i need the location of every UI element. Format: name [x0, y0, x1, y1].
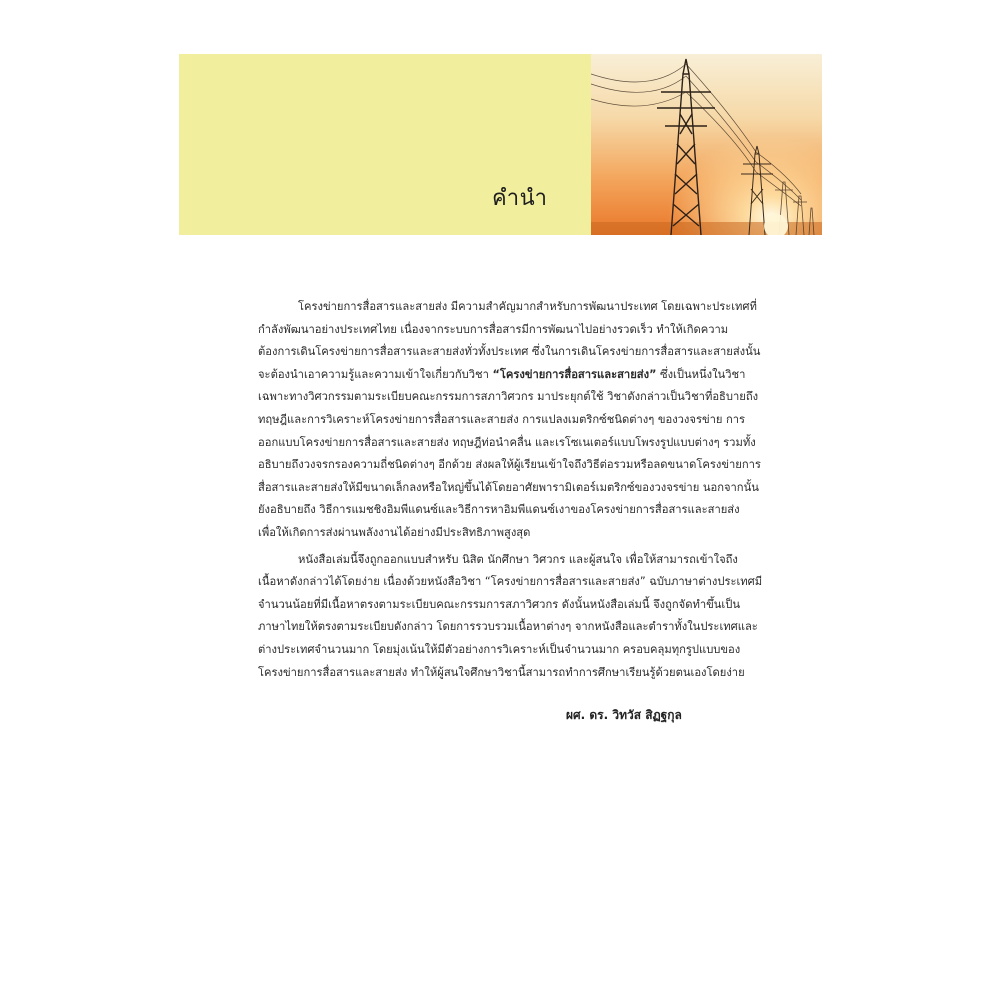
- text-line: ภาษาไทยให้ตรงตามระเบียบดังกล่าว โดยการรวบรวมเนื้อหาต่างๆ จากหนังสือและตำราทั้งในประเทศและ: [258, 620, 758, 634]
- paragraph-2: [258, 549, 766, 685]
- transmission-towers-image: [591, 54, 822, 235]
- transmission-towers-icon: [591, 54, 822, 235]
- text-line: ยังอธิบายถึง วิธีการแมชชิงอิมพีแดนซ์และวิธีการหาอิมพีแดนซ์เงาของโครงข่ายการสื่อสารและสายส่ง: [258, 503, 740, 517]
- text-line: ทฤษฎีและการวิเคราะห์โครงข่ายการสื่อสารและสายส่ง การแปลงเมตริกซ์ชนิดต่างๆ ของวงจรข่าย การ: [258, 412, 746, 426]
- text-line: เพื่อให้เกิดการส่งผ่านพลังงานได้อย่างมีประสิทธิภาพสูงสุด: [258, 525, 531, 539]
- text-line: ออกแบบโครงข่ายการสื่อสารและสายส่ง ทฤษฎีท่อนำคลื่น และเรโซเนเตอร์แบบโพรงรูปแบบต่างๆ รวมทั้ง: [258, 435, 756, 449]
- text-line: อธิบายถึงวงจรกรองความถี่ชนิดต่างๆ อีกด้วย ส่งผลให้ผู้เรียนเข้าใจถึงวิธีต่อรวมหรือลดขนาดโครงข่ายการ: [258, 458, 761, 472]
- course-name-bold: “โครงข่ายการสื่อสารและสายส่ง”: [492, 367, 657, 381]
- text-segment: จะต้องนำเอาความรู้และความเข้าใจเกี่ยวกับวิชา: [258, 367, 493, 381]
- text-line: หนังสือเล่มนี้จึงถูกออกแบบสำหรับ นิสิต นักศึกษา วิศวกร และผู้สนใจ เพื่อให้สามารถเข้าใจถึง: [298, 552, 738, 566]
- text-line: เฉพาะทางวิศวกรรมตามระเบียบคณะกรรมการสภาวิศวกร มาประยุกต์ใช้ วิชาดังกล่าวเป็นวิชาที่อธิบายถึง: [258, 390, 759, 404]
- text-segment: ซึ่งเป็นหนึ่งในวิชา: [656, 367, 746, 381]
- page-title: คำนำ: [492, 186, 548, 211]
- text-line: กำลังพัฒนาอย่างประเทศไทย เนื่องจากระบบการสื่อสารมีการพัฒนาไปอย่างรวดเร็ว ทำให้เกิดความ: [258, 322, 729, 336]
- text-line: ต่างประเทศจำนวนมาก โดยมุ่งเน้นให้มีตัวอย่างการวิเคราะห์เป็นจำนวนมาก ครอบคลุมทุกรูปแบบของ: [258, 642, 741, 656]
- text-line: ต้องการเดินโครงข่ายการสื่อสารและสายส่งทั่วทั้งประเทศ ซึ่งในการเดินโครงข่ายการสื่อสารและสายส่งนั้น: [258, 345, 761, 359]
- author-signature: ผศ. ดร. วิทวัส สิฏฐกุล: [566, 708, 682, 722]
- paragraph-1: [258, 296, 766, 545]
- text-line: เนื้อหาดังกล่าวได้โดยง่าย เนื่องด้วยหนังสือวิชา “โครงข่ายการสื่อสารและสายส่ง” ฉบับภาษาต่างประเทศมี: [258, 575, 763, 589]
- header-banner: [179, 54, 822, 235]
- text-line: โครงข่ายการสื่อสารและสายส่ง มีความสำคัญมากสำหรับการพัฒนาประเทศ โดยเฉพาะประเทศที่: [298, 300, 757, 313]
- text-line: สื่อสารและสายส่งให้มีขนาดเล็กลงหรือใหญ่ขึ้นได้โดยอาศัยพารามิเตอร์เมตริกซ์ของวงจรข่าย นอกจากนั้น: [258, 480, 759, 494]
- text-line: โครงข่ายการสื่อสารและสายส่ง ทำให้ผู้สนใจศึกษาวิชานี้สามารถทำการศึกษาเรียนรู้ด้วยตนเองโดยง่าย: [258, 665, 745, 679]
- text-line: จำนวนน้อยที่มีเนื้อหาตรงตามระเบียบคณะกรรมการสภาวิศวกร ดังนั้นหนังสือเล่มนี้ จึงถูกจัดทำขึ้นเป็น: [258, 597, 741, 611]
- preface-body: [258, 296, 766, 684]
- text-line: [258, 364, 766, 387]
